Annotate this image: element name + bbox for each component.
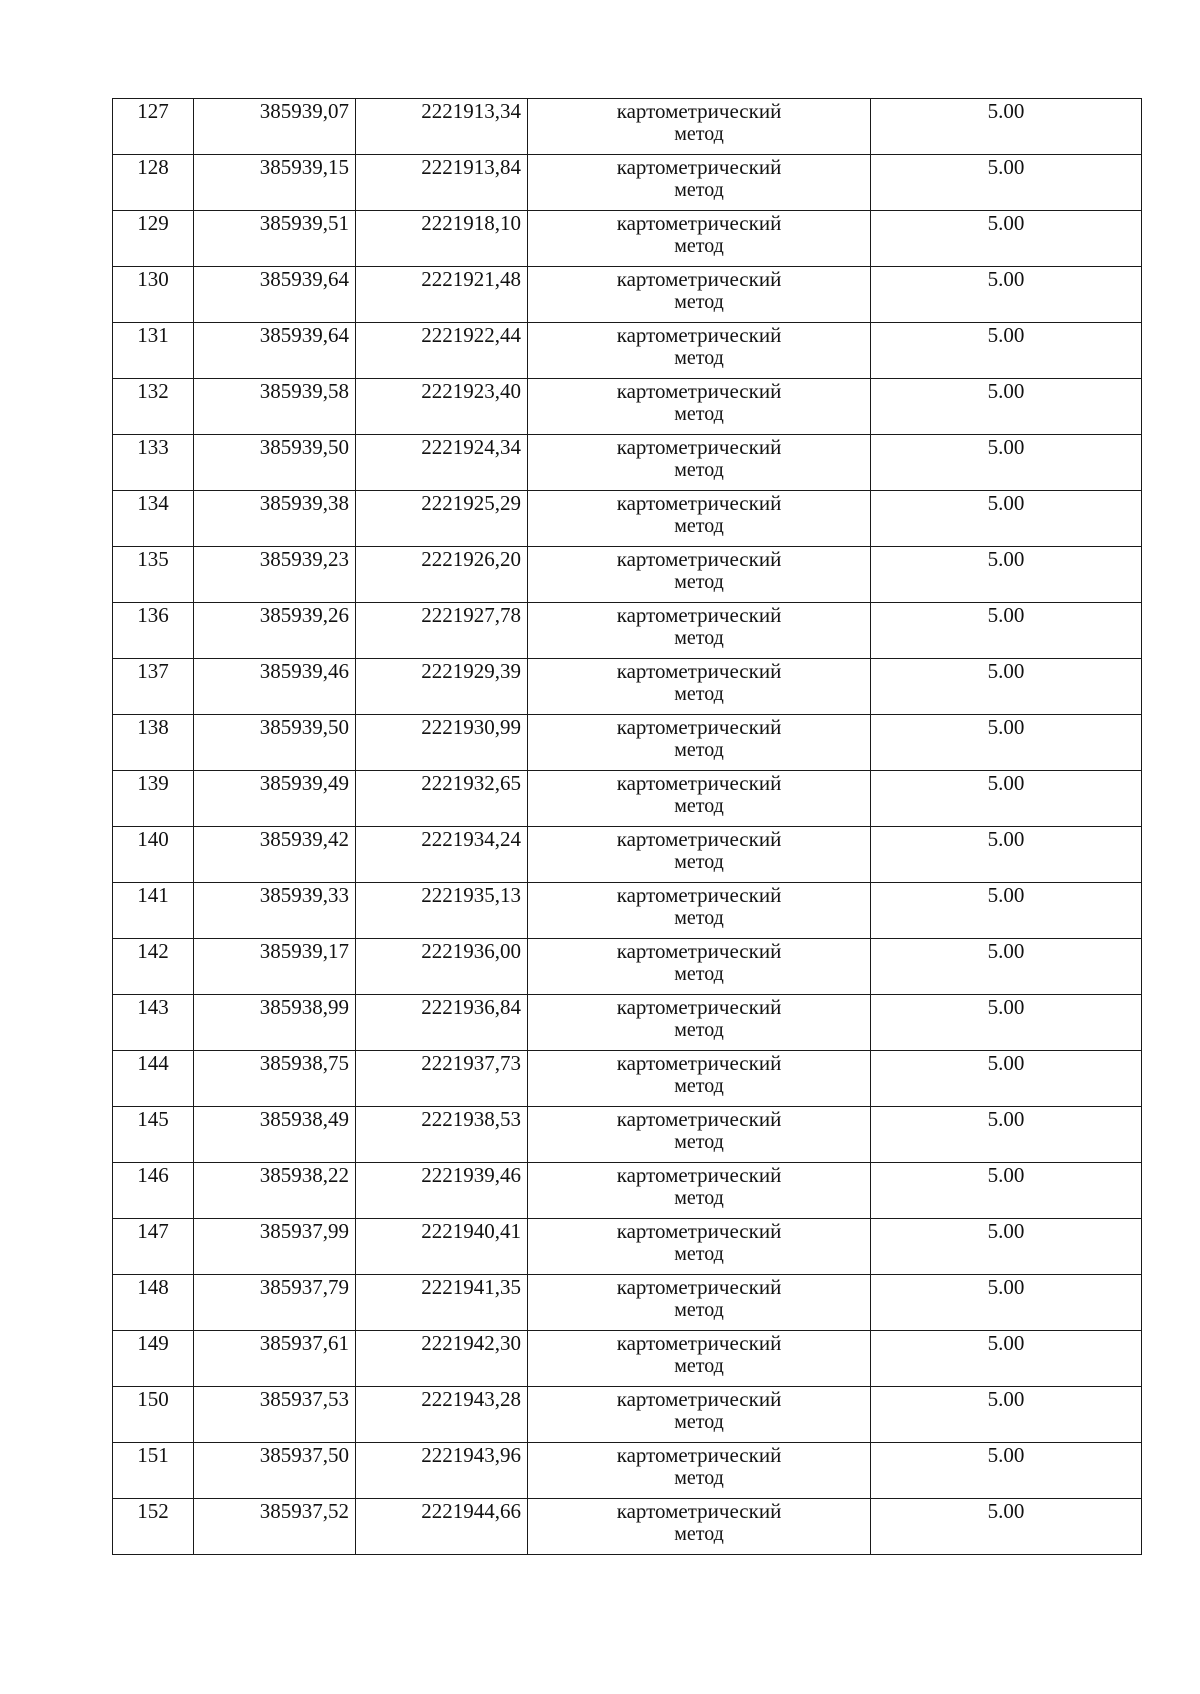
table-row [113,99,1142,155]
method-line-2: метод [674,515,724,537]
method-cell [528,715,871,771]
point-number-cell: 135 [113,547,194,603]
method-line-1: картометрический [616,379,782,403]
table-row [113,939,1142,995]
method-line-2: метод [674,1299,724,1321]
y-coordinate-cell: 2221923,40 [356,379,528,435]
y-coordinate-cell: 2221935,13 [356,883,528,939]
x-coordinate-cell: 385939,07 [194,99,356,155]
y-coordinate-cell: 2221942,30 [356,1331,528,1387]
coordinates-table [112,98,1142,1555]
point-number-cell: 139 [113,771,194,827]
x-coordinate-cell: 385939,58 [194,379,356,435]
accuracy-cell: 5.00 [871,435,1142,491]
x-coordinate-cell: 385939,33 [194,883,356,939]
point-number-cell: 152 [113,1499,194,1555]
method-cell [528,547,871,603]
y-coordinate-cell: 2221927,78 [356,603,528,659]
method-line-2: метод [674,963,724,985]
x-coordinate-cell: 385939,46 [194,659,356,715]
accuracy-cell: 5.00 [871,827,1142,883]
method-line-2: метод [674,1355,724,1377]
y-coordinate-cell: 2221943,28 [356,1387,528,1443]
y-coordinate-cell: 2221934,24 [356,827,528,883]
table-row [113,1219,1142,1275]
point-number-cell: 127 [113,99,194,155]
method-line-1: картометрический [616,1107,782,1131]
accuracy-cell: 5.00 [871,995,1142,1051]
y-coordinate-cell: 2221936,84 [356,995,528,1051]
accuracy-cell: 5.00 [871,1443,1142,1499]
method-cell [528,1275,871,1331]
method-cell [528,827,871,883]
method-line-2: метод [674,1411,724,1433]
method-line-2: метод [674,1131,724,1153]
point-number-cell: 151 [113,1443,194,1499]
point-number-cell: 142 [113,939,194,995]
accuracy-cell: 5.00 [871,1051,1142,1107]
accuracy-cell: 5.00 [871,715,1142,771]
x-coordinate-cell: 385939,15 [194,155,356,211]
accuracy-cell: 5.00 [871,939,1142,995]
table-row [113,995,1142,1051]
accuracy-cell: 5.00 [871,99,1142,155]
method-line-2: метод [674,571,724,593]
method-line-1: картометрический [616,211,782,235]
method-line-1: картометрический [616,99,782,123]
method-cell [528,603,871,659]
y-coordinate-cell: 2221930,99 [356,715,528,771]
table-row [113,1499,1142,1555]
point-number-cell: 129 [113,211,194,267]
accuracy-cell: 5.00 [871,1331,1142,1387]
method-line-1: картометрический [616,883,782,907]
point-number-cell: 147 [113,1219,194,1275]
x-coordinate-cell: 385939,26 [194,603,356,659]
point-number-cell: 138 [113,715,194,771]
point-number-cell: 144 [113,1051,194,1107]
x-coordinate-cell: 385937,50 [194,1443,356,1499]
method-cell [528,267,871,323]
y-coordinate-cell: 2221941,35 [356,1275,528,1331]
method-cell [528,1051,871,1107]
x-coordinate-cell: 385938,49 [194,1107,356,1163]
method-line-1: картометрический [616,939,782,963]
table-row [113,547,1142,603]
table-row [113,491,1142,547]
x-coordinate-cell: 385938,75 [194,1051,356,1107]
point-number-cell: 140 [113,827,194,883]
accuracy-cell: 5.00 [871,211,1142,267]
method-line-1: картометрический [616,267,782,291]
x-coordinate-cell: 385937,99 [194,1219,356,1275]
x-coordinate-cell: 385939,42 [194,827,356,883]
method-line-2: метод [674,1243,724,1265]
method-line-2: метод [674,1467,724,1489]
x-coordinate-cell: 385939,50 [194,715,356,771]
accuracy-cell: 5.00 [871,659,1142,715]
table-row [113,715,1142,771]
accuracy-cell: 5.00 [871,1163,1142,1219]
accuracy-cell: 5.00 [871,155,1142,211]
y-coordinate-cell: 2221944,66 [356,1499,528,1555]
method-line-1: картометрический [616,1443,782,1467]
accuracy-cell: 5.00 [871,547,1142,603]
accuracy-cell: 5.00 [871,1275,1142,1331]
point-number-cell: 150 [113,1387,194,1443]
accuracy-cell: 5.00 [871,267,1142,323]
method-line-2: метод [674,123,724,145]
method-cell [528,323,871,379]
method-line-1: картометрический [616,1051,782,1075]
method-line-1: картометрический [616,1219,782,1243]
table-row [113,1051,1142,1107]
method-cell [528,883,871,939]
y-coordinate-cell: 2221913,84 [356,155,528,211]
y-coordinate-cell: 2221913,34 [356,99,528,155]
accuracy-cell: 5.00 [871,323,1142,379]
x-coordinate-cell: 385939,38 [194,491,356,547]
x-coordinate-cell: 385939,23 [194,547,356,603]
table-row [113,1387,1142,1443]
method-line-1: картометрический [616,1275,782,1299]
method-cell [528,1387,871,1443]
method-line-2: метод [674,1075,724,1097]
method-cell [528,995,871,1051]
method-cell [528,771,871,827]
point-number-cell: 146 [113,1163,194,1219]
x-coordinate-cell: 385939,51 [194,211,356,267]
method-line-1: картометрический [616,1331,782,1355]
y-coordinate-cell: 2221937,73 [356,1051,528,1107]
point-number-cell: 132 [113,379,194,435]
y-coordinate-cell: 2221940,41 [356,1219,528,1275]
table-row [113,1275,1142,1331]
point-number-cell: 131 [113,323,194,379]
method-cell [528,155,871,211]
x-coordinate-cell: 385939,17 [194,939,356,995]
method-line-1: картометрический [616,323,782,347]
method-line-1: картометрический [616,1163,782,1187]
table-row [113,323,1142,379]
point-number-cell: 145 [113,1107,194,1163]
x-coordinate-cell: 385938,22 [194,1163,356,1219]
method-line-2: метод [674,851,724,873]
coordinates-table-body [113,99,1142,1555]
table-row [113,1331,1142,1387]
method-cell [528,1331,871,1387]
table-row [113,211,1142,267]
table-row [113,379,1142,435]
accuracy-cell: 5.00 [871,1219,1142,1275]
point-number-cell: 134 [113,491,194,547]
point-number-cell: 128 [113,155,194,211]
y-coordinate-cell: 2221925,29 [356,491,528,547]
table-row [113,771,1142,827]
method-line-2: метод [674,291,724,313]
method-cell [528,1107,871,1163]
accuracy-cell: 5.00 [871,1387,1142,1443]
method-line-1: картометрический [616,1387,782,1411]
method-cell [528,1499,871,1555]
accuracy-cell: 5.00 [871,771,1142,827]
x-coordinate-cell: 385939,50 [194,435,356,491]
point-number-cell: 141 [113,883,194,939]
y-coordinate-cell: 2221921,48 [356,267,528,323]
accuracy-cell: 5.00 [871,603,1142,659]
method-cell [528,211,871,267]
method-cell [528,659,871,715]
method-line-2: метод [674,459,724,481]
x-coordinate-cell: 385937,61 [194,1331,356,1387]
x-coordinate-cell: 385938,99 [194,995,356,1051]
method-line-2: метод [674,235,724,257]
table-row [113,1163,1142,1219]
y-coordinate-cell: 2221936,00 [356,939,528,995]
method-cell [528,99,871,155]
method-line-1: картометрический [616,659,782,683]
point-number-cell: 149 [113,1331,194,1387]
method-line-2: метод [674,907,724,929]
table-row [113,883,1142,939]
x-coordinate-cell: 385939,64 [194,267,356,323]
table-row [113,603,1142,659]
y-coordinate-cell: 2221924,34 [356,435,528,491]
point-number-cell: 136 [113,603,194,659]
x-coordinate-cell: 385937,79 [194,1275,356,1331]
point-number-cell: 148 [113,1275,194,1331]
table-row [113,1443,1142,1499]
x-coordinate-cell: 385939,64 [194,323,356,379]
method-cell [528,379,871,435]
method-line-1: картометрический [616,491,782,515]
point-number-cell: 133 [113,435,194,491]
method-line-1: картометрический [616,547,782,571]
accuracy-cell: 5.00 [871,379,1142,435]
method-line-1: картометрический [616,827,782,851]
y-coordinate-cell: 2221943,96 [356,1443,528,1499]
method-line-2: метод [674,1187,724,1209]
accuracy-cell: 5.00 [871,1499,1142,1555]
method-line-1: картометрический [616,1499,782,1523]
method-cell [528,435,871,491]
table-row [113,267,1142,323]
y-coordinate-cell: 2221922,44 [356,323,528,379]
x-coordinate-cell: 385937,52 [194,1499,356,1555]
accuracy-cell: 5.00 [871,883,1142,939]
method-line-2: метод [674,795,724,817]
table-row [113,827,1142,883]
method-cell [528,1163,871,1219]
method-line-2: метод [674,179,724,201]
y-coordinate-cell: 2221918,10 [356,211,528,267]
method-cell [528,939,871,995]
method-line-1: картометрический [616,155,782,179]
y-coordinate-cell: 2221938,53 [356,1107,528,1163]
method-line-1: картометрический [616,771,782,795]
table-row [113,1107,1142,1163]
method-line-1: картометрический [616,995,782,1019]
x-coordinate-cell: 385939,49 [194,771,356,827]
method-line-2: метод [674,1019,724,1041]
table-row [113,659,1142,715]
y-coordinate-cell: 2221939,46 [356,1163,528,1219]
method-line-2: метод [674,347,724,369]
method-cell [528,1443,871,1499]
method-line-1: картометрический [616,435,782,459]
method-cell [528,1219,871,1275]
y-coordinate-cell: 2221932,65 [356,771,528,827]
point-number-cell: 143 [113,995,194,1051]
accuracy-cell: 5.00 [871,491,1142,547]
table-row [113,435,1142,491]
method-line-1: картометрический [616,715,782,739]
method-line-2: метод [674,683,724,705]
accuracy-cell: 5.00 [871,1107,1142,1163]
y-coordinate-cell: 2221926,20 [356,547,528,603]
point-number-cell: 130 [113,267,194,323]
point-number-cell: 137 [113,659,194,715]
method-cell [528,491,871,547]
y-coordinate-cell: 2221929,39 [356,659,528,715]
x-coordinate-cell: 385937,53 [194,1387,356,1443]
method-line-2: метод [674,403,724,425]
method-line-2: метод [674,627,724,649]
method-line-2: метод [674,1523,724,1545]
table-row [113,155,1142,211]
method-line-2: метод [674,739,724,761]
method-line-1: картометрический [616,603,782,627]
